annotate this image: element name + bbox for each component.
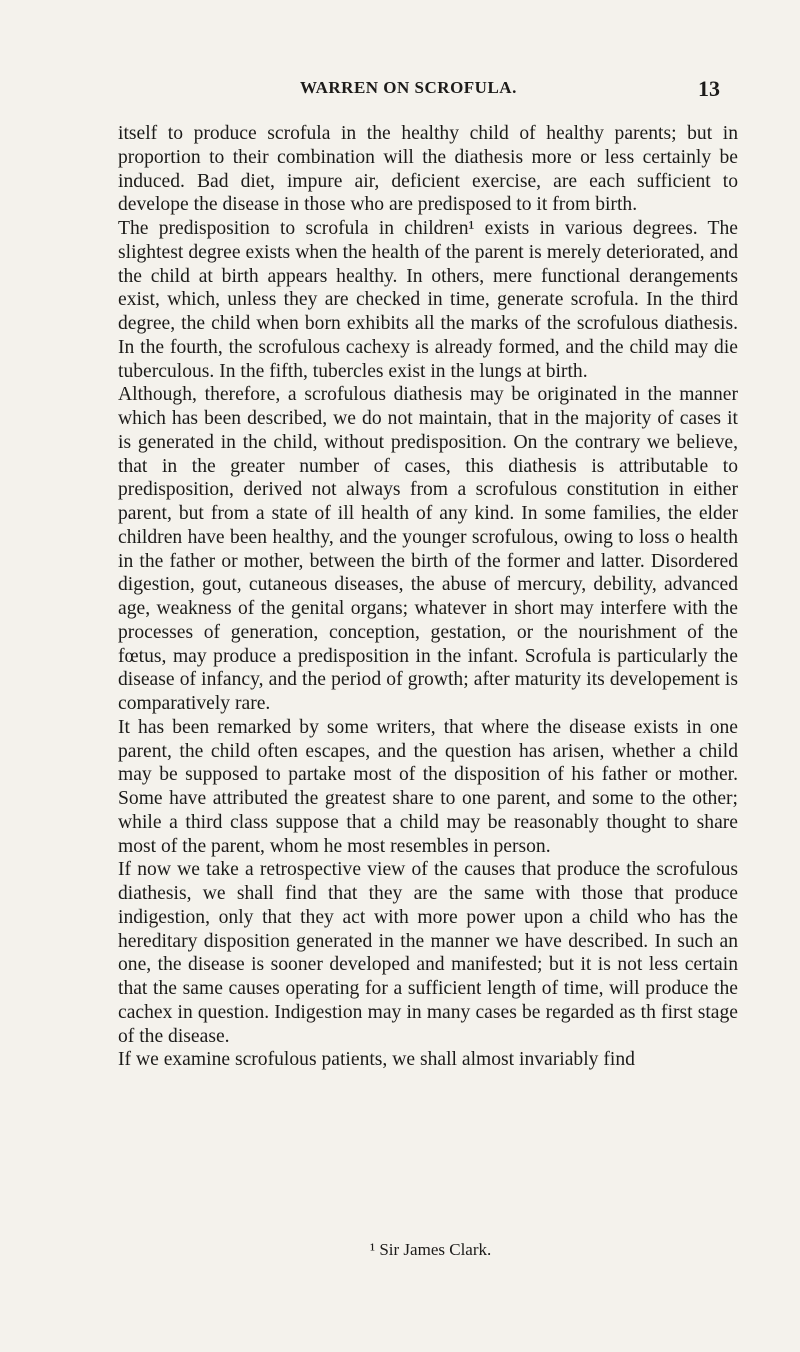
running-head: [0, 78, 800, 104]
paragraph: The predisposition to scrofula in children¹ exists in various degrees. The slightest degree exists when the health of the parent is merely deteriorated, and the child at birth appears healthy. In others, mere functional derangements exist, which, unless they are checked in time, generate scrofula. In the third degree, the child when born exhibits all the marks of the scrofulous diathesis. In the fourth, the scrofulous cachexy is already formed, and the child may die tuberculous. In the fifth, tubercles exist in the lungs at birth.: [118, 218, 738, 382]
page-number: 13: [698, 76, 720, 101]
paragraph: itself to produce scrofula in the healthy child of healthy parents; but in proportion to their combination will the diathesis more or less certainly be induced. Bad diet, impure air, deficient exercise, are each sufficient to develope the disease in those who are predisposed to it from birth.: [118, 123, 738, 216]
paragraph: If now we take a retrospective view of the causes that produce the scrofulous diathesis, we shall find that they are the same with those that produce indigestion, only that they act with more power upon a child who has the hereditary disposition generated in the manner we have described. In such an one, the disease is sooner developed and manifested; but it is not less certain that the same causes operating for a sufficient length of time, will produce the cachex in question. Indigestion may in many cases be regarded as th first stage of the disease.: [118, 859, 738, 1047]
paragraph: If we examine scrofulous patients, we shall almost invariably find: [118, 1049, 635, 1071]
paragraph: Although, therefore, a scrofulous diathesis may be originated in the manner which has been described, we do not maintain, that in the majority of cases it is generated in the child, without predisposition. On the contrary we believe, that in the greater number of cases, this diathesis is attributable to predisposition, derived not always from a scrofulous constitution in either parent, but from a state of ill health of any kind. In some families, the elder children have been healthy, and the younger scrofulous, owing to loss o health in the father or mother, between the birth of the former and latter. Disordered digestion, gout, cutaneous diseases, the abuse of mercury, debility, advanced age, weakness of the genital organs; whatever in short may interfere with the processes of generation, conception, gestation, or the nourishment of the fœtus, may produce a predisposition in the infant. Scrofula is particularly the disease of infancy, and the period of growth; after maturity its developement is comparatively rare.: [118, 384, 738, 714]
footnote: ¹ Sir James Clark.: [370, 1240, 492, 1259]
paragraph: It has been remarked by some writers, that where the disease exists in one parent, the child often escapes, and the question has arisen, whether a child may be supposed to partake most of the disposition of his father or mother. Some have attributed the greatest share to one parent, and some to the other; while a third class suppose that a child may be reasonably thought to share most of the parent, whom he most resembles in person.: [118, 716, 738, 857]
running-head-title: WARREN ON SCROFULA.: [300, 78, 517, 97]
body-text: [118, 122, 738, 1072]
